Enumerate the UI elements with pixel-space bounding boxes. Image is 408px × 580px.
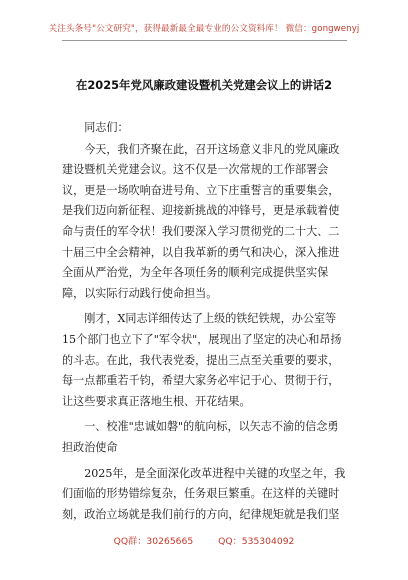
footer-contact: [0, 533, 408, 547]
section-heading-1: 一、校准"忠诚如磐"的航向标，以矢志不渝的信念勇担政治使命: [62, 420, 339, 454]
document-title: 在2025年党风廉政建设暨机关党建会议上的讲话2: [75, 78, 333, 92]
paragraph-1: 今天，我们齐聚在此，召开这场意义非凡的党风廉政建设暨机关党建会议。这不仅是一次常规的工作部署会议，更是一场吹响奋进号角、立下庄重誓言的重要集会，是我们迈向新征程、迎接新挑战的冲锋号，更是承载着使命与责任的军令状！我们要深入学习贯彻党的二十大、二十届三中全会精神，以自我革新的勇气和决心，深入推进全面从严治党，为全年各项任务的顺利完成提供坚实保障，以实际行动践行使命担当。: [62, 142, 340, 300]
paragraph-3: 2025年，是全面深化改革进程中关键的攻坚之年，我们面临的形势错综复杂，任务艰巨繁重。在这样的关键时刻，政治立场就是我们前行的方向，纪律规矩就是我们坚: [62, 466, 346, 521]
footer-qq-number: QQ：535304092: [218, 536, 295, 547]
salutation: 同志们：: [84, 121, 129, 134]
header-watermark-note: 关注头条号"公文研究"，获得最新最全最专业的公文资料库！ 微信：gongwenyj: [48, 24, 360, 34]
footer-qq-group: QQ群：30265665: [113, 536, 194, 547]
paragraph-2: 刚才，X同志详细传达了上级的铁纪铁规，办公室等15个部门也立下了"军令状"，展现出了坚定的决心和昂扬的斗志。在此，我代表党委，提出三点至关重要的要求，每一点都重若千钧，希望大家务必牢记于心、贯彻于行，让这些要求真正落地生根、开花结果。: [62, 312, 342, 408]
header-divider: [62, 40, 347, 41]
document-body: [62, 118, 348, 525]
